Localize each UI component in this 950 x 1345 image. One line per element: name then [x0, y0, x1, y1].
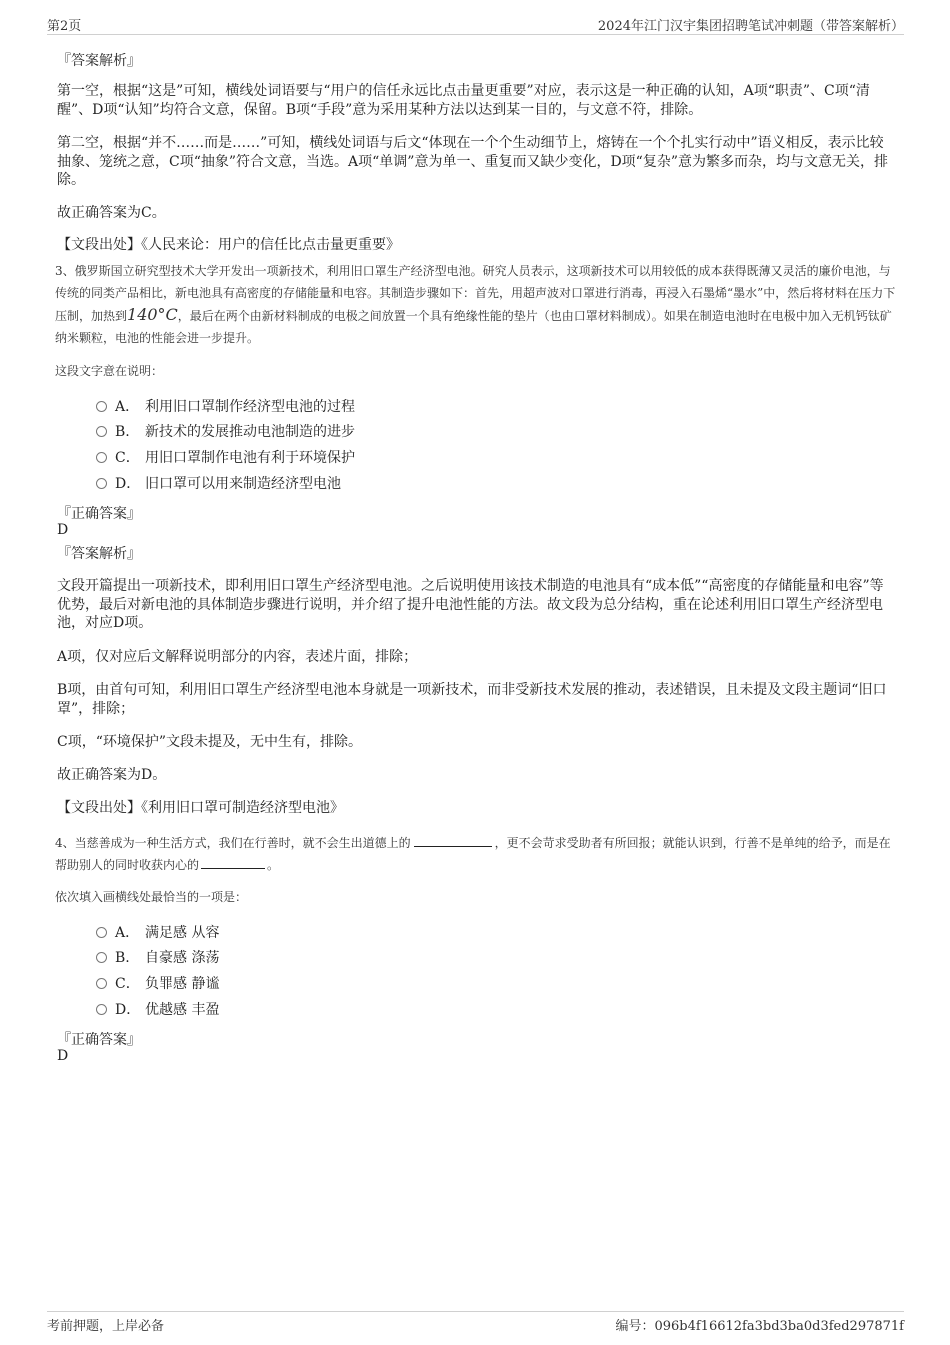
question-text-part: ，最后在两个由新材料制成的电极之间放置一个具有绝缘性能的垫片（也由口罩材料制成）。如果在制造电池时在电极中加入无机钙钛矿纳米颗粒，电池的性能会进一步提升。	[55, 309, 892, 345]
question-text-part: 3、俄罗斯国立研究型技术大学开发出一项新技术，利用旧口罩生产经济型电池。研究人员表示，这项新技术可以用较低的成本获得既薄又灵活的廉价电池，与传统的同类产品相比，新电池具有高密度的存储能量和电容。其制造步骤如下：首先，用超声波对口罩进行消毒，再浸入石墨烯“墨水”中，然后将材料在压力下压制，加热到	[55, 264, 896, 323]
option-letter: C．	[115, 976, 140, 992]
source-citation: 【文段出处】《人民来论：用户的信任比点击量更重要》	[57, 237, 400, 253]
option-text: 利用旧口罩制作经济型电池的过程	[145, 399, 355, 415]
analysis-conclusion: 故正确答案为D。	[57, 767, 167, 783]
footer-divider	[47, 1311, 904, 1312]
option-letter: A．	[115, 399, 140, 415]
radio-icon[interactable]	[96, 927, 107, 938]
analysis-conclusion: 故正确答案为C。	[57, 205, 166, 221]
option-text: 自豪感 涤荡	[145, 950, 220, 966]
page-number: 第2页	[47, 19, 82, 34]
question-text-part: 4、当慈善成为一种生活方式，我们在行善时，就不会生出道德上的	[55, 836, 411, 850]
source-citation: 【文段出处】《利用旧口罩可制造经济型电池》	[57, 800, 344, 816]
analysis-paragraph: 文段开篇提出一项新技术，即利用旧口罩生产经济型电池。之后说明使用该技术制造的电池具有“成本低”“高密度的存储能量和电容”等优势，最后对新电池的具体制造步骤进行说明，并介绍了提升电池性能的方法。故文段为总分结构，重在论述利用旧口罩生产经济型电池，对应D项。	[57, 578, 884, 631]
analysis-label: 『答案解析』	[57, 53, 141, 69]
correct-answer-label: 『正确答案』	[57, 506, 141, 522]
analysis-label: 『答案解析』	[57, 546, 141, 562]
option-text: 优越感 丰盈	[145, 1002, 220, 1018]
option-a[interactable]	[96, 923, 219, 943]
correct-answer-label: 『正确答案』	[57, 1032, 141, 1048]
question-text-part: 。	[267, 858, 280, 872]
option-letter: D．	[115, 1002, 141, 1018]
question-stem: 这段文字意在说明：	[55, 364, 164, 378]
analysis-paragraph: A项，仅对应后文解释说明部分的内容，表述片面，排除；	[57, 649, 418, 665]
option-b[interactable]	[96, 422, 355, 442]
option-d[interactable]	[96, 1000, 219, 1020]
fill-blank	[201, 856, 265, 869]
question-text-part: ，更不会苛求受助者有所回报；就能认识到，行善不是单纯的给予，而是在帮助别人的同时收获内心的	[55, 836, 891, 872]
radio-icon[interactable]	[96, 426, 107, 437]
option-b[interactable]	[96, 948, 219, 968]
radio-icon[interactable]	[96, 478, 107, 489]
option-d[interactable]	[96, 474, 341, 494]
option-letter: B.	[115, 424, 130, 440]
analysis-paragraph: 第二空，根据“并不……而是……”可知，横线处词语与后文“体现在一个个生动细节上，熔铸在一个个扎实行动中”语义相反，表示比较抽象、笼统之意，C项“抽象”符合文意，当选。A项“单调”意为单一、重复而又缺少变化，D项“复杂”意为繁多而杂，均与文意无关，排除。	[57, 135, 888, 188]
option-text: 用旧口罩制作电池有利于环境保护	[145, 450, 355, 466]
question-stem: 依次填入画横线处最恰当的一项是：	[55, 890, 248, 904]
header-divider	[47, 34, 904, 35]
radio-icon[interactable]	[96, 1004, 107, 1015]
fill-blank	[414, 834, 492, 847]
option-text: 旧口罩可以用来制造经济型电池	[145, 476, 341, 492]
option-a[interactable]	[96, 397, 355, 417]
option-c[interactable]	[96, 974, 219, 994]
option-text: 满足感 从容	[145, 925, 220, 941]
analysis-paragraph: 第一空，根据“这是”可知，横线处词语要与“用户的信任永远比点击量更重要”对应，表示这是一种正确的认知，A项“职责”、C项“清醒”、D项“认知”均符合文意，保留。B项“手段”意为采用某种方法以达到某一目的，与文意不符，排除。	[57, 83, 870, 118]
document-id: 编号：096b4f16612fa3bd3ba0d3fed297871f	[615, 1319, 904, 1334]
correct-answer: D	[57, 1048, 69, 1064]
footer-slogan: 考前押题，上岸必备	[47, 1319, 165, 1334]
option-text: 新技术的发展推动电池制造的进步	[145, 424, 355, 440]
option-letter: B.	[115, 950, 130, 966]
option-c[interactable]	[96, 448, 355, 468]
radio-icon[interactable]	[96, 401, 107, 412]
option-letter: D．	[115, 476, 141, 492]
option-letter: C．	[115, 450, 140, 466]
radio-icon[interactable]	[96, 452, 107, 463]
question-text	[55, 260, 900, 349]
option-text: 负罪感 静谧	[145, 976, 220, 992]
radio-icon[interactable]	[96, 978, 107, 989]
option-letter: A．	[115, 925, 140, 941]
document-title: 2024年江门汉宇集团招聘笔试冲刺题（带答案解析）	[597, 19, 904, 34]
analysis-paragraph: C项，“环境保护”文段未提及，无中生有，排除。	[57, 734, 363, 750]
analysis-paragraph: B项，由首句可知，利用旧口罩生产经济型电池本身就是一项新技术，而非受新技术发展的推动，表述错误，且未提及文段主题词“旧口罩”，排除；	[57, 682, 887, 717]
radio-icon[interactable]	[96, 952, 107, 963]
question-text	[55, 832, 900, 876]
temperature-formula: 140°C	[127, 305, 178, 324]
correct-answer: D	[57, 522, 69, 538]
